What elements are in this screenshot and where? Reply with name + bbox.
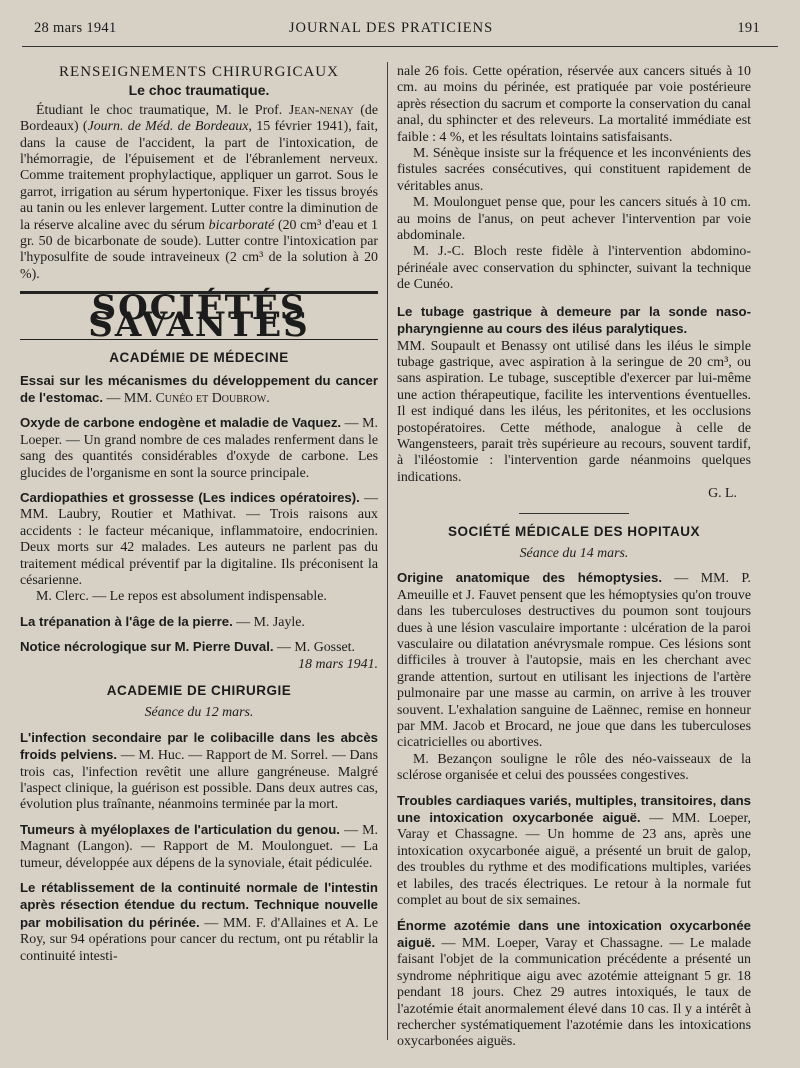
societes-savantes-banner: SOCIÉTÉS SAVANTES bbox=[20, 291, 378, 340]
academie-medecine-title: ACADÉMIE DE MÉDECINE bbox=[109, 350, 289, 366]
societe-medicale-title: SOCIÉTÉ MÉDICALE DES HOPITAUX bbox=[447, 523, 701, 539]
author-signature: G. L. bbox=[708, 486, 737, 502]
entry-title: Troubles cardiaques variés, multiples, transitoires, dans une intoxication oxycarbonée aiguë. bbox=[397, 792, 751, 826]
entry-title: Oxyde de carbone endogène et maladie de Vaquez. bbox=[20, 415, 342, 431]
entry-title: Énorme azotémie dans une intoxication oxycarbonée aiguë. bbox=[397, 917, 751, 950]
seance-date: Séance du 14 mars. bbox=[519, 545, 629, 561]
date-signature: 18 mars 1941. bbox=[298, 656, 378, 672]
left-column bbox=[20, 64, 378, 973]
article-entry: Tumeurs à myéloplaxes de l'articulation du genou. — M. Magnant (Langon). — Rapport de M. Moulonguet. — La tumeur, développée aux dépens de la synoviale, était pédiculée. bbox=[20, 821, 378, 871]
journal-title: JOURNAL DES PRATICIENS bbox=[288, 20, 494, 36]
renseignements-subtitle: Le choc traumatique. bbox=[128, 82, 270, 99]
moulonguet-paragraph: M. Moulonguet pense que, pour les cancers situés à 10 cm. au moins de l'anus, on peut achever l'intervention par voie abdominale. bbox=[397, 195, 751, 244]
article-entry: Notice nécrologique sur M. Pierre Duval. — M. Gosset. 18 mars 1941. bbox=[20, 639, 378, 672]
right-column bbox=[397, 64, 751, 1059]
article-entry: Le rétablissement de la continuité normale de l'intestin après résection étendue du rectum. Technique nouvelle par mobilisation du périnée. — MM. F. d'Allaines et A. Le Roy, sur 94 opérations pour cancer du rectum, ont pu rétablir la continuité intesti- bbox=[20, 880, 378, 964]
entry-title: Notice nécrologique sur M. Pierre Duval. bbox=[20, 639, 274, 655]
issue-date: 28 mars 1941 bbox=[34, 20, 117, 36]
article-entry: Énorme azotémie dans une intoxication oxycarbonée aiguë. — MM. Loeper, Varay et Chassagne. — Le malade faisant l'objet de la communication précédente a présenté un syndrome néphritique aigu avec azotémie atteignant 5 gr. 18 pendant 18 jours. Chez 29 autres intoxiqués, le taux de l'azotémie était anormalement élevé dans 10 cas. Il y a intérêt à rechercher systématiquement l'azotémie dans les intoxications oxycarbonées aiguës. bbox=[397, 917, 751, 1050]
entry-title: Le rétablissement de la continuité normale de l'intestin après résection étendue du rectum. Technique nouvelle par mobilisation du périnée. bbox=[20, 880, 378, 930]
entry-title: Le tubage gastrique à demeure par la sonde naso-pharyngienne au cours des iléus paralytiques. bbox=[397, 303, 751, 337]
entry-title: Origine anatomique des hémoptysies. bbox=[397, 570, 663, 586]
entry-title: Essai sur les mécanismes du développement du cancer de l'estomac. bbox=[20, 372, 378, 405]
continued-paragraph: nale 26 fois. Cette opération, réservée aux cancers situés à 10 cm. au moins du périnée, est pratiquée par voie postérieure après résection du sacrum et comporte la conservation du canal anal, du sphincter et des releveurs. La mortalité immédiate est faible : 4 %, et les résultats lointains satisfaisants. bbox=[397, 64, 751, 145]
header-rule bbox=[22, 46, 778, 47]
entry-title: La trépanation à l'âge de la pierre. bbox=[20, 613, 233, 629]
renseignements-title: RENSEIGNEMENTS CHIRURGICAUX bbox=[59, 64, 339, 80]
column-rule bbox=[387, 62, 388, 1040]
running-head bbox=[22, 20, 760, 42]
article-entry: Essai sur les mécanismes du développement du cancer de l'estomac. — MM. Cunéo et Doubrow. bbox=[20, 372, 378, 406]
entry-title: L'infection secondaire par le colibacille dans les abcès froids pelviens. bbox=[20, 729, 378, 763]
article-entry: Troubles cardiaques variés, multiples, transitoires, dans une intoxication oxycarbonée aiguë. — MM. Loeper, Varay et Chassagne. — Un homme de 23 ans, après une intoxication oxycarbonée aiguë, a présenté un bruit de galop, des troubles du rythme et des modifications multiples, variées et labiles, des tracés électriques. Le retour à la normale fut complet au bout de six semaines. bbox=[397, 792, 752, 909]
article-entry: La trépanation à l'âge de la pierre. — M. Jayle. bbox=[20, 613, 305, 630]
article-entry: Le tubage gastrique à demeure par la sonde naso-pharyngienne au cours des iléus paralytiques. MM. Soupault et Benassy ont utilisé dans les iléus le simple tubage gastrique, avec aspiration à la seringue de 20 cm³, ou sans aspiration. Le tubage, susceptible d'exercer par lui-même une action thérapeutique, facilite les interventions éventuelles. Il est indiqué dans les iléus, les péritonites, et les occlusions postopératoires. Cette méthode, analogue à celle de Wangensteers, parait très supérieure au recours, souvent tardif, à l'iléostomie : l'intervention garde néanmoins quelques indications. G. L. bbox=[397, 303, 751, 502]
article-entry: Cardiopathies et grossesse (Les indices opératoires). — MM. Laubry, Routier et Mathivat. — Trois raisons aux accidents : le facteur mécanique, inflammatoire, endocrinien. Deux morts sur 42 malades. Les auteurs ne parlent pas du traitement médical préventif par la digitaline. Ils préconisent la césarienne. M. Clerc. — Le repos est absolument indispensable. bbox=[20, 489, 378, 605]
choc-paragraph: Étudiant le choc traumatique, M. le Prof. Jean-nenay (de Bordeaux) (Journ. de Méd. de Bordeaux, 15 février 1941), fait, dans la cause de l'accident, la part de l'intoxication, de l'hémorragie, de l'épuisement et de l'ébranlement nerveux. Comme traitement prophylactique, appliquer un garrot. Sous le garrot, irrigation au sérum hypertonique. Fixer les tissus broyés au tanin ou les enlever largement. Lutter contre la diminution de la réserve alcaline avec du sérum bicarboraté (20 cm³ d'eau et 1 gr. 50 de bicarbonate de soude). Lutter contre l'intoxication par l'hyposulfite de soude intraveineux (2 cm³ de la solution à 20 %). bbox=[20, 102, 379, 282]
section-divider bbox=[519, 513, 629, 514]
academie-chirurgie-title: ACADEMIE DE CHIRURGIE bbox=[106, 683, 292, 698]
seneque-paragraph: M. Sénèque insiste sur la fréquence et les inconvénients des fistules sacrées consécutives, qui constituent rapidement de véritables anus. bbox=[397, 146, 751, 194]
entry-title: Cardiopathies et grossesse (Les indices opératoires). bbox=[20, 489, 360, 505]
seance-date: Séance du 12 mars. bbox=[144, 705, 254, 721]
article-entry: Origine anatomique des hémoptysies. — MM. P. Ameuille et J. Fauvet pensent que les hémoptysies qu'on trouve dans les tuberculoses destructives du poumon sont toujours dues à une lésion vasculaire importante : ulcération de la paroi vasculaire ou dilatation anévrysmale rompue. Ces lésions sont difficiles à trouver à l'autopsie, mais en les cherchant avec grande attention, surtout en utilisant les injections de l'artère pulmonaire par une masse au carmin, on arrive à les trouver souvent. L'exhalation sanguine de Laënnec, remise en honneur par MM. Jacob et Brocard, ne joue que dans les tuberculoses cicatricielles ou abortives. M. Bezançon souligne le rôle des néo-vaisseaux de la sclérose organisée et celui des poussées congestives. bbox=[397, 570, 751, 784]
article-entry: Oxyde de carbone endogène et maladie de Vaquez. — M. Loeper. — Un grand nombre de ces malades renferment dans le sang des quantités considérables d'oxyde de carbone. Les glucides de l'organisme en sont la source principale. bbox=[20, 415, 378, 481]
entry-title: Tumeurs à myéloplaxes de l'articulation du genou. bbox=[20, 821, 340, 837]
article-entry: L'infection secondaire par le colibacille dans les abcès froids pelviens. — M. Huc. — Rapport de M. Sorrel. — Dans trois cas, l'infection revêtit une allure gangréneuse. Malgré l'aspect clinique, la guérison est possible. Dans deux autres cas, évolution plus traînante, néanmoins terminée par la mort. bbox=[20, 729, 378, 813]
bloch-paragraph: M. J.-C. Bloch reste fidèle à l'intervention abdomino-périnéale avec conservation du sphincter, suivant la technique de Cunéo. bbox=[397, 244, 751, 293]
page-number: 191 bbox=[737, 20, 760, 36]
